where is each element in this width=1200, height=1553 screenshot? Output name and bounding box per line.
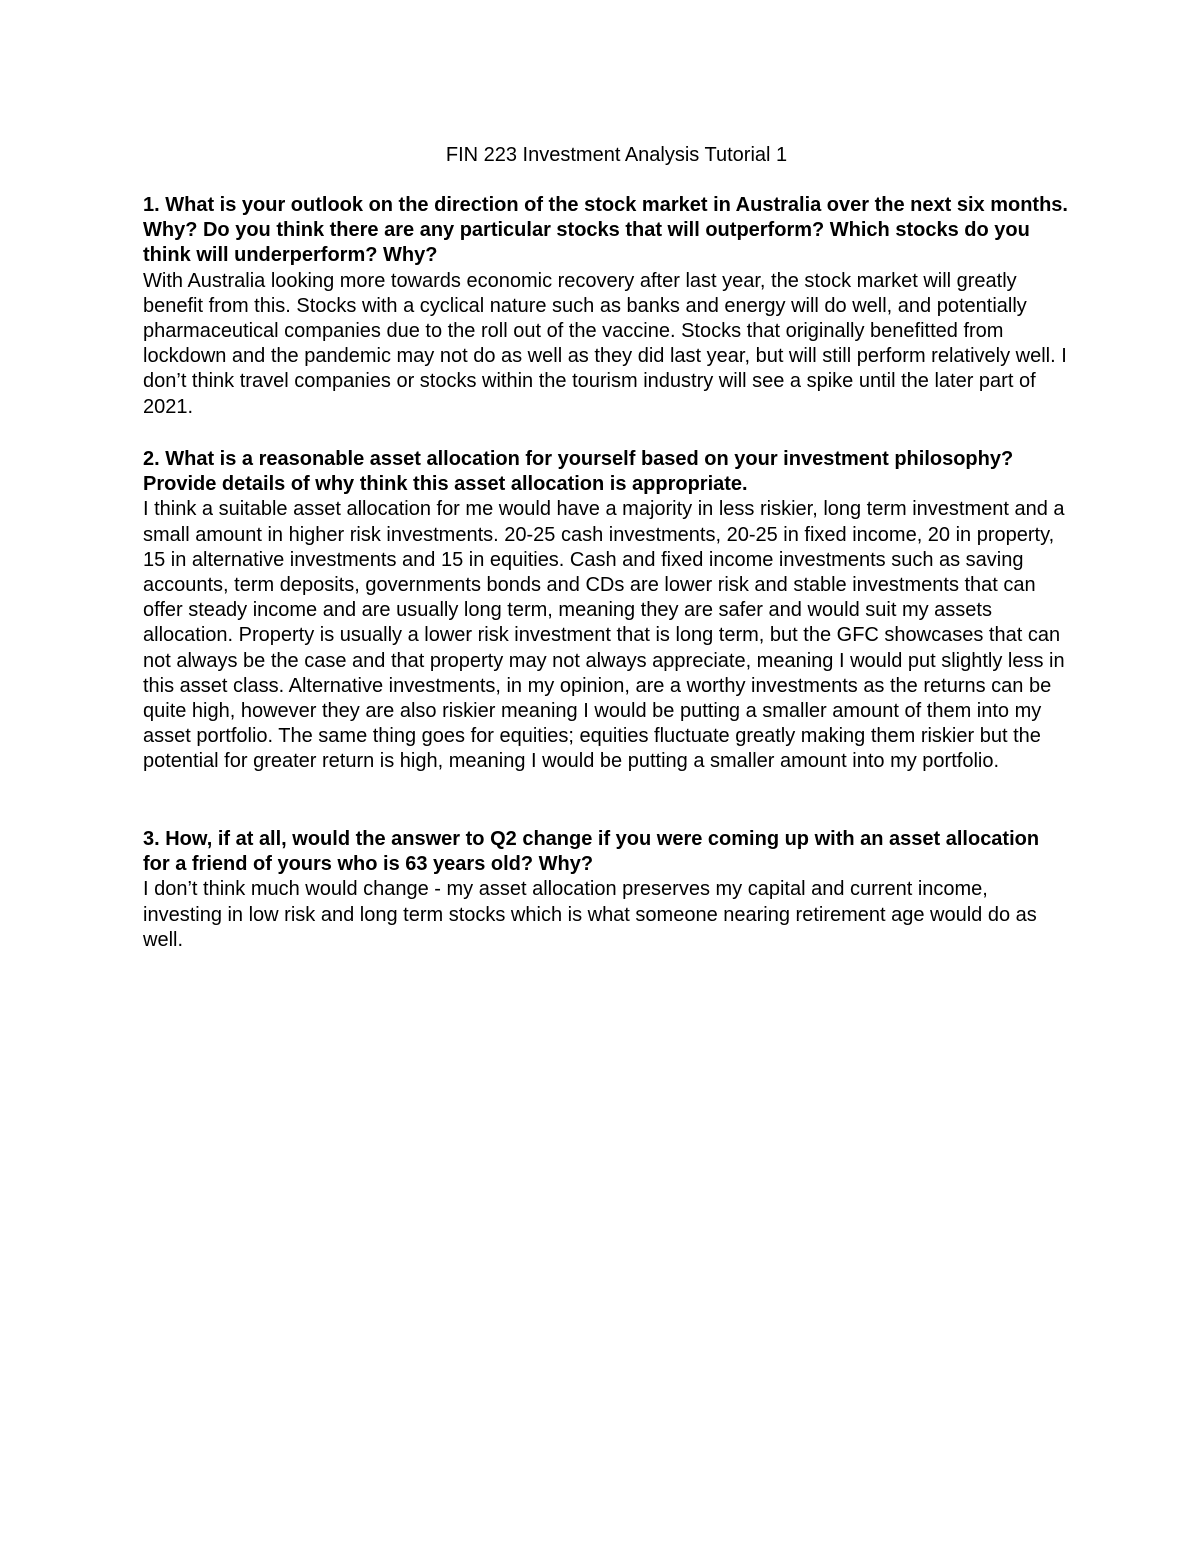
question-3-text: 3. How, if at all, would the answer to Q2 change if you were coming up with an asset allocation for a friend of yours who is 63 years old? Why? (143, 828, 1040, 876)
question-section-3 (143, 827, 1068, 953)
question-1-text: 1. What is your outlook on the direction of the stock market in Australia over the next six months. Why? Do you think there are any particular stocks that will outperform? Which stocks do you think will underperform? Why? (143, 194, 1068, 267)
question-2-text: 2. What is a reasonable asset allocation for yourself based on your investment philosophy? Provide details of why think this asset allocation is appropriate. (143, 448, 1014, 496)
answer-1-text: With Australia looking more towards economic recovery after last year, the stock market will greatly benefit from this. Stocks with a cyclical nature such as banks and energy will do well, and potentially pharmaceutical companies due to the roll out of the vaccine. Stocks that originally benefitted from lockdown and the pandemic may not do as well as they did last year, but will still perform relatively well. I don’t think travel companies or stocks within the tourism industry will see a spike until the later part of 2021. (143, 269, 1067, 418)
question-section-1 (143, 193, 1068, 420)
question-section-2 (143, 447, 1068, 775)
answer-2-text: I think a suitable asset allocation for me would have a majority in less riskier, long term investment and a small amount in higher risk investments. 20-25 cash investments, 20-25 in fixed income, 20 in property, 15 in alternative investments and 15 in equities. Cash and fixed income investments such as saving accounts, term deposits, governments bonds and CDs are lower risk and stable investments that can offer steady income and are usually long term, meaning they are safer and would suit my assets allocation. Property is usually a lower risk investment that is long term, but the GFC showcases that can not always be the case and that property may not always appreciate, meaning I would put slightly less in this asset class. Alternative investments, in my opinion, are a worthy investments as the returns can be quite high, however they are also riskier meaning I would be putting a smaller amount of them into my asset portfolio. The same thing goes for equities; equities fluctuate greatly making them riskier but the potential for greater return is high, meaning I would be putting a smaller amount into my portfolio. (143, 498, 1065, 773)
answer-3-text: I don’t think much would change - my asset allocation preserves my capital and current income, investing in low risk and long term stocks which is what someone nearing retirement age would do as well. (143, 878, 1037, 951)
document-title: FIN 223 Investment Analysis Tutorial 1 (445, 144, 788, 166)
